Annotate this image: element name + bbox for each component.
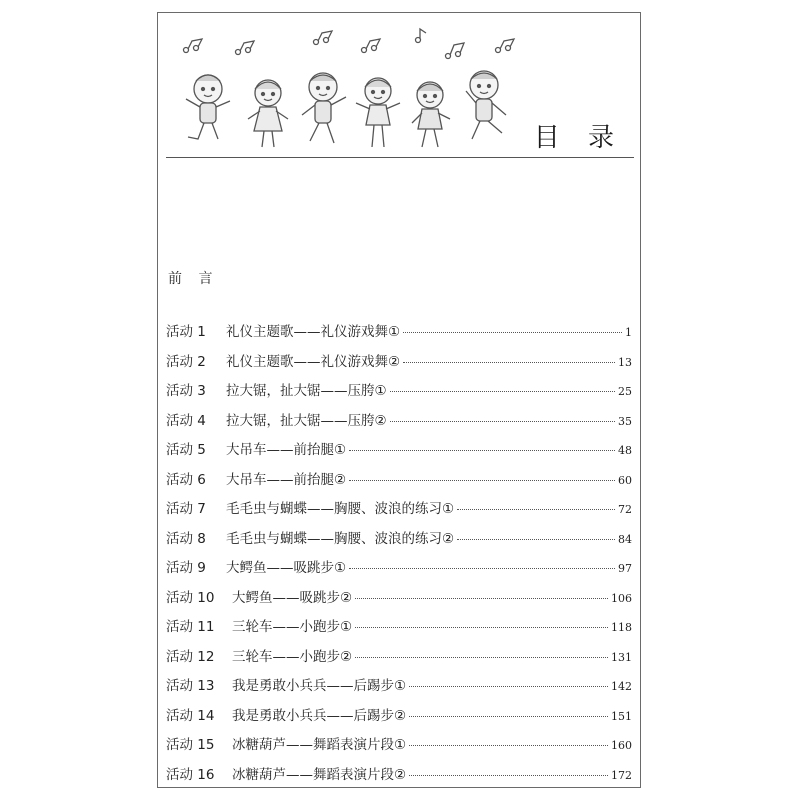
toc-activity-number: 活动 10 [166,589,215,606]
toc-page-number: 97 [618,562,632,575]
child-figure-icon [466,71,506,139]
toc-leader-dots [457,539,615,540]
toc-activity-title: 拉大锯，扯大锯——压胯① [226,383,387,399]
toc-activity-title: 拉大锯，扯大锯——压胯② [226,412,387,429]
toc-activity-title: 礼仪主题歌——礼仪游戏舞① [226,324,401,340]
toc-entry[interactable] [166,497,632,527]
toc-leader-dots [403,332,622,333]
toc-leader-dots [409,745,608,746]
toc-activity-number: 活动 14 [166,707,215,724]
toc-page-number: 160 [611,739,632,752]
toc-page-number: 48 [618,444,632,457]
child-figure-icon [248,80,288,147]
toc-entry[interactable] [166,409,632,439]
preface-entry: 前 言 [168,271,219,287]
toc-entry[interactable] [166,645,632,675]
toc-activity-title: 大吊车——前抬腿① [226,442,347,458]
toc-activity-number: 活动 5 [166,442,206,458]
book-page [157,12,641,788]
toc-activity-title: 大吊车——前抬腿② [226,471,347,488]
toc-entry[interactable] [166,438,632,468]
toc-activity-title: 三轮车——小跑步② [232,648,353,665]
toc-entry[interactable] [166,674,632,704]
toc-activity-title: 礼仪主题歌——礼仪游戏舞② [226,353,401,370]
toc-activity-number: 活动 6 [166,471,206,488]
toc-page-number: 84 [618,532,632,546]
toc-leader-dots [390,421,615,422]
toc-page-number: 1 [625,326,632,339]
toc-page-number: 106 [611,591,632,605]
music-note-icon [362,39,381,53]
toc-leader-dots [355,627,608,628]
toc-activity-title: 三轮车——小跑步① [232,619,353,635]
toc-page-number: 60 [618,473,632,487]
toc-entry[interactable] [166,468,632,498]
toc-entry[interactable] [166,615,632,645]
toc-leader-dots [349,480,615,481]
toc-leader-dots [349,568,615,569]
toc-page-number: 172 [611,768,632,782]
toc-activity-title: 大鳄鱼——吸跳步② [232,589,353,606]
toc-activity-number: 活动 9 [166,560,206,576]
title-divider [166,157,634,158]
music-note-icon [446,43,465,59]
child-figure-icon [302,73,346,143]
toc-activity-number: 活动 1 [166,324,206,340]
toc-activity-number: 活动 11 [166,619,215,635]
toc-activity-number: 活动 12 [166,648,215,665]
toc-page-number: 142 [611,680,632,693]
music-note-icon [416,29,427,43]
toc-page-number: 131 [611,650,632,664]
toc-leader-dots [409,686,608,687]
toc-activity-number: 活动 15 [166,737,215,753]
music-note-icon [314,31,333,45]
toc-leader-dots [403,362,615,363]
toc-page-number: 118 [611,621,632,634]
toc-leader-dots [349,450,615,451]
toc-activity-number: 活动 8 [166,530,206,547]
page-title: 目 录 [533,123,624,153]
child-figure-icon [186,75,230,139]
toc-activity-title: 大鳄鱼——吸跳步① [226,560,347,576]
toc-activity-title: 冰糖葫芦——舞蹈表演片段② [232,766,407,783]
toc-leader-dots [355,657,608,658]
toc-activity-number: 活动 7 [166,501,206,517]
toc-entry[interactable] [166,556,632,586]
toc-activity-title: 我是勇敢小兵兵——后踢步② [232,707,407,724]
music-note-icon [236,41,255,55]
music-note-icon [184,39,203,53]
toc-page-number: 25 [618,385,632,398]
toc-entry[interactable] [166,586,632,616]
toc-entry[interactable] [166,527,632,557]
toc-activity-number: 活动 13 [166,678,215,694]
toc-activity-number: 活动 4 [166,412,206,429]
toc-leader-dots [390,391,615,392]
toc-activity-number: 活动 2 [166,353,206,370]
toc-activity-number: 活动 3 [166,383,206,399]
dancing-children-illustration [168,19,538,159]
toc-activity-number: 活动 16 [166,766,215,783]
toc-entry[interactable] [166,379,632,409]
toc-page-number: 35 [618,414,632,428]
toc-entry[interactable] [166,733,632,763]
toc-page-number: 151 [611,709,632,723]
child-figure-icon [356,78,400,147]
toc-leader-dots [409,775,608,776]
toc-entry[interactable] [166,320,632,350]
music-note-icon [496,39,515,53]
toc-leader-dots [409,716,608,717]
toc-activity-title: 我是勇敢小兵兵——后踢步① [232,678,407,694]
toc-entry[interactable] [166,350,632,380]
child-figure-icon [412,82,450,147]
toc-activity-title: 冰糖葫芦——舞蹈表演片段① [232,737,407,753]
toc-leader-dots [355,598,608,599]
toc-entry[interactable] [166,763,632,793]
toc-page-number: 72 [618,503,632,516]
toc-activity-title: 毛毛虫与蝴蝶——胸腰、波浪的练习① [226,501,455,517]
toc-entry[interactable] [166,704,632,734]
toc-page-number: 13 [618,355,632,369]
toc-leader-dots [457,509,615,510]
toc-activity-title: 毛毛虫与蝴蝶——胸腰、波浪的练习② [226,530,455,547]
table-of-contents [166,320,632,792]
